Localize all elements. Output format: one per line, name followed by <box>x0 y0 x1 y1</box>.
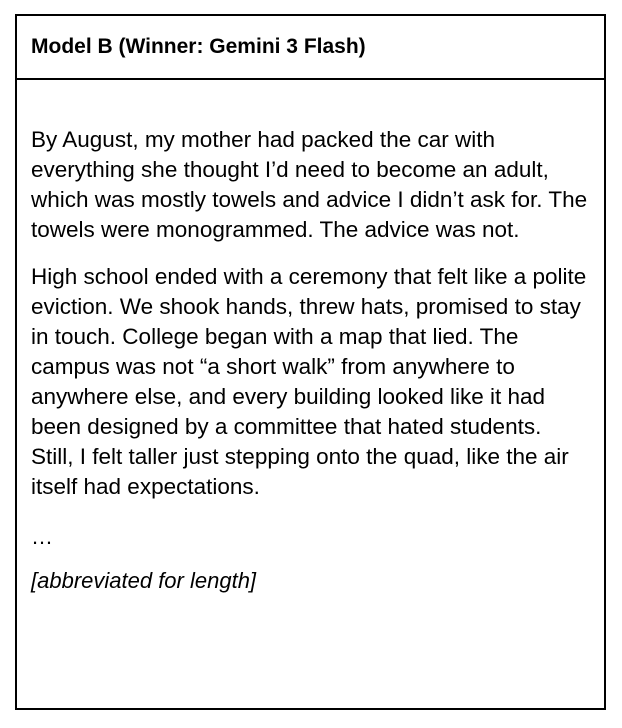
response-table <box>15 14 606 710</box>
abbreviation-note: [abbreviated for length] <box>31 568 257 593</box>
model-title: Model B (Winner: Gemini 3 Flash) <box>31 35 366 58</box>
table-body-cell <box>17 80 604 596</box>
ellipsis: … <box>31 524 53 549</box>
story-paragraph-1: By August, my mother had packed the car with everything she thought I’d need to become an adult, which was mostly towels and advice I didn’t ask for. The towels were monogrammed. The advice was not. <box>31 127 588 242</box>
table-header-cell <box>17 16 604 80</box>
story-paragraph-2: High school ended with a ceremony that felt like a polite eviction. We shook hands, threw hats, promised to stay in touch. College began with a map that lied. The campus was not “a short walk” from anywhere to anywhere else, and every building looked like it had been designed by a committee that hated students. Still, I felt taller just stepping onto the quad, like the air itself had expectations. <box>31 264 587 499</box>
